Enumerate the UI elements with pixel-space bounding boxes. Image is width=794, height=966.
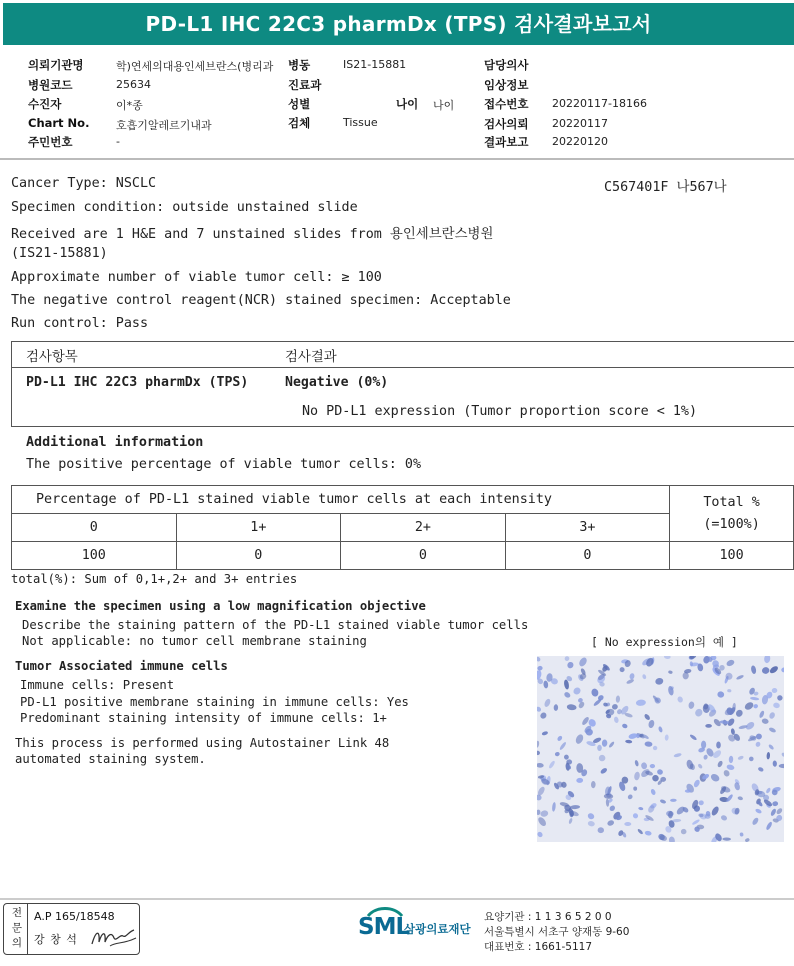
test-name: PD-L1 IHC 22C3 pharmDx (TPS): [26, 375, 249, 390]
tissue-nucleus: [705, 724, 712, 728]
intensity-total-value: 100: [670, 542, 794, 570]
doctor-label: 담당의사: [484, 58, 529, 72]
received-slides: Received are 1 H&E and 7 unstained slides from 용인세브란스병원: [11, 227, 494, 242]
request-label: 검사의뢰: [484, 117, 529, 131]
process-line-1: This process is performed using Autostainer Link 48: [15, 736, 390, 750]
test-result: Negative (0%): [285, 375, 389, 390]
report-date-value: 20220120: [552, 135, 608, 148]
ward-value: IS21-15881: [343, 58, 407, 71]
tissue-nucleus: [597, 745, 602, 751]
positive-percentage: The positive percentage of viable tumor cells: 0%: [26, 457, 422, 472]
intensity-value-0: 100: [12, 542, 177, 570]
tissue-nucleus: [716, 742, 721, 749]
specimen-code: C567401F 나567나: [604, 180, 727, 195]
received-id: (IS21-15881): [11, 246, 108, 261]
specimen-value: Tissue: [343, 116, 378, 129]
patient-label: 수진자: [28, 97, 62, 111]
intensity-value-2: 0: [341, 542, 506, 570]
immune-line-2: PD-L1 positive membrane staining in immune cells: Yes: [20, 695, 409, 709]
chart-no-value: 호흡기알레르기내과: [116, 119, 212, 132]
resident-no-value: -: [116, 135, 120, 148]
result-header-divider: [11, 367, 794, 368]
institution-value: 학)연세의대용인세브란스(병리과: [116, 60, 274, 73]
cancer-type: Cancer Type: NSCLC: [11, 176, 157, 191]
tissue-nucleus: [685, 789, 691, 792]
tissue-nuclei-pattern: [537, 656, 784, 842]
ap-number: A.P 165/18548: [34, 910, 115, 923]
logo-sml-text: SML: [358, 914, 410, 940]
report-date-label: 결과보고: [484, 135, 529, 149]
institution-code: 요양기관 : 1 1 3 6 5 2 0 0: [484, 911, 612, 923]
age-label: 나이: [396, 97, 419, 111]
institution-label: 의뢰기관명: [28, 58, 84, 72]
clinical-info-label: 임상정보: [484, 78, 529, 92]
pathologist-name: 강 창 석: [34, 933, 78, 946]
org-address: 서울특별시 서초구 양재동 9-60: [484, 926, 630, 938]
sex-label: 성별: [288, 97, 311, 111]
viable-cells: Approximate number of viable tumor cell: ≥ 100: [11, 270, 382, 285]
ncr-status: The negative control reagent(NCR) stained specimen: Acceptable: [11, 293, 511, 308]
image-caption: [ No expression의 예 ]: [591, 635, 738, 649]
report-title: PD-L1 IHC 22C3 pharmDx (TPS) 검사결과보고서: [3, 3, 794, 45]
org-phone: 대표번호 : 1661-5117: [484, 941, 593, 953]
intensity-col-3: 3+: [505, 514, 670, 542]
tissue-nucleus: [598, 827, 604, 833]
department-label: 진료과: [288, 78, 322, 92]
specimen-condition: Specimen condition: outside unstained slide: [11, 200, 358, 215]
total-label: Total %: [703, 494, 760, 510]
result-note: No PD-L1 expression (Tumor proportion score < 1%): [302, 404, 698, 419]
intensity-col-0: 0: [12, 514, 177, 542]
run-control: Run control: Pass: [11, 316, 149, 331]
intensity-value-3: 0: [505, 542, 670, 570]
intensity-col-1: 1+: [176, 514, 341, 542]
footer-divider: [0, 898, 794, 900]
tissue-nucleus: [624, 822, 631, 826]
intensity-table: [11, 485, 794, 570]
total-label-sub: (=100%): [703, 516, 760, 532]
intensity-col-2: 2+: [341, 514, 506, 542]
tissue-micrograph-image: [537, 656, 784, 842]
examine-line-2: Not applicable: no tumor cell membrane staining: [22, 634, 367, 648]
ward-label: 병동: [288, 58, 311, 72]
immune-line-1: Immune cells: Present: [20, 678, 175, 692]
specialist-label-text: 전문의: [11, 907, 23, 949]
examine-heading: Examine the specimen using a low magnification objective: [15, 599, 426, 613]
total-header-cell: [670, 486, 794, 542]
intensity-value-1: 0: [176, 542, 341, 570]
signature-box-divider: [27, 904, 28, 954]
signature-icon: [90, 924, 138, 950]
result-col-item: 검사항목: [26, 350, 78, 365]
result-col-result: 검사결과: [285, 350, 337, 365]
logo-org-name: 삼광의료재단: [404, 922, 471, 936]
receipt-no-value: 20220117-18166: [552, 97, 647, 110]
process-line-2: automated staining system.: [15, 752, 206, 766]
specimen-label: 검체: [288, 116, 311, 130]
table-footnote: total(%): Sum of 0,1+,2+ and 3+ entries: [11, 572, 298, 586]
intensity-table-header: Percentage of PD-L1 stained viable tumor cells at each intensity: [12, 486, 670, 514]
additional-heading: Additional information: [26, 435, 204, 450]
chart-no-label: Chart No.: [28, 116, 90, 130]
header-divider: [0, 158, 794, 160]
examine-line-1: Describe the staining pattern of the PD-L1 stained viable tumor cells: [22, 618, 529, 632]
receipt-no-label: 접수번호: [484, 97, 529, 111]
immune-heading: Tumor Associated immune cells: [15, 659, 228, 673]
tissue-nucleus: [705, 814, 711, 819]
patient-value: 이*종: [116, 99, 143, 112]
request-value: 20220117: [552, 117, 608, 130]
immune-line-3: Predominant staining intensity of immune cells: 1+: [20, 711, 387, 725]
hospital-code-value: 25634: [116, 78, 151, 91]
resident-no-label: 주민번호: [28, 135, 73, 149]
hospital-code-label: 병원코드: [28, 78, 73, 92]
age-value: 나이: [433, 99, 455, 112]
specialist-label: [7, 906, 27, 951]
